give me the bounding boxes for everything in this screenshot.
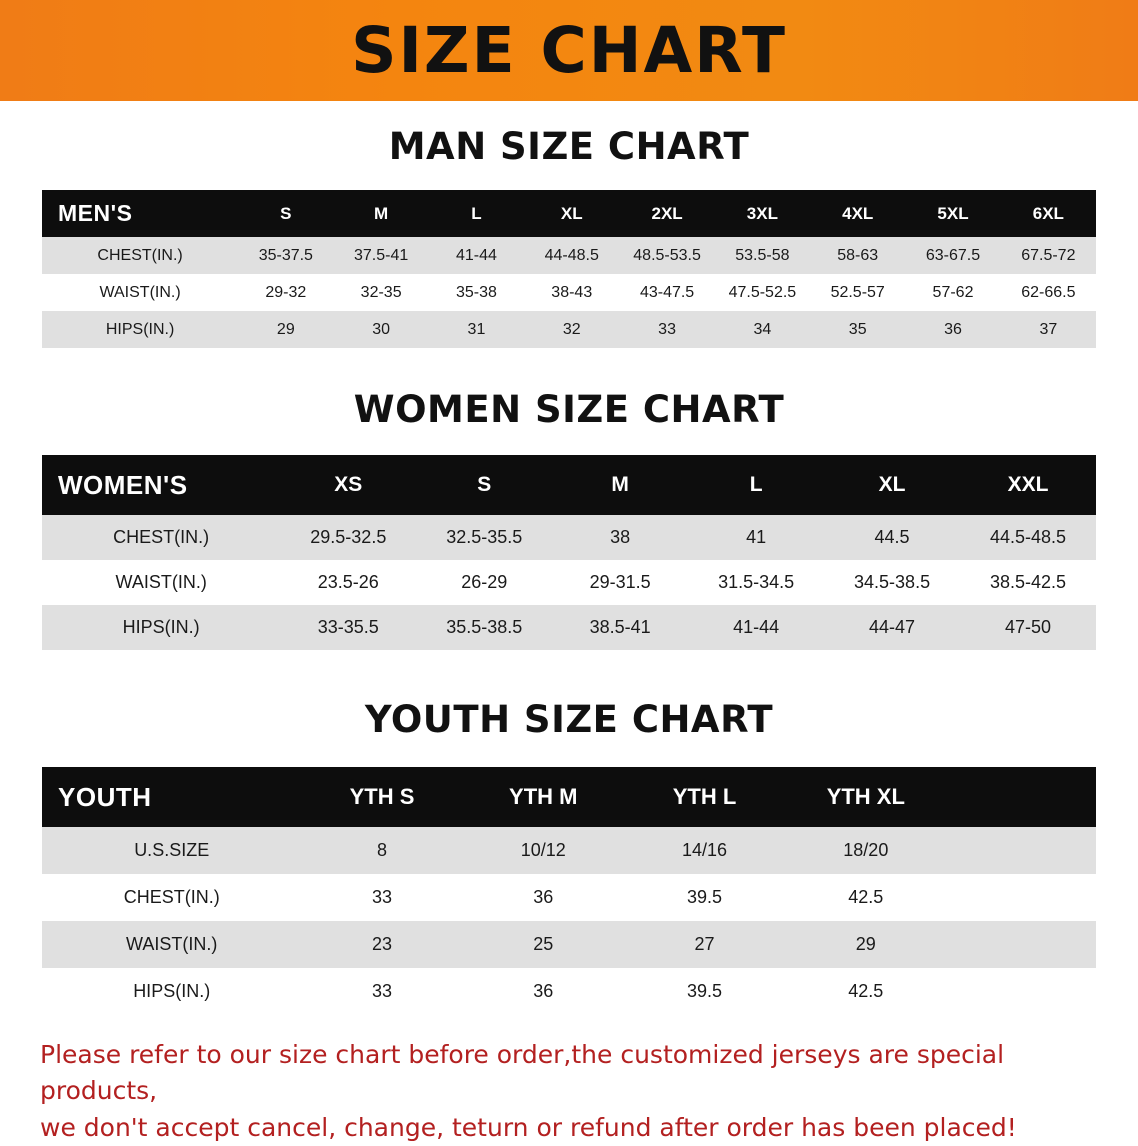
- women-cell-2-1: 35.5-38.5: [416, 605, 552, 650]
- man-cell-0-6: 58-63: [810, 237, 905, 274]
- women-cell-2-4: 44-47: [824, 605, 960, 650]
- women-header-size-3: L: [688, 455, 824, 515]
- women-row-label-1: WAIST(IN.): [42, 560, 280, 605]
- youth-size-table: [42, 767, 1096, 1015]
- man-cell-0-1: 37.5-41: [333, 237, 428, 274]
- man-header-size-1: M: [333, 190, 428, 237]
- women-cell-1-0: 23.5-26: [280, 560, 416, 605]
- women-cell-0-5: 44.5-48.5: [960, 515, 1096, 560]
- man-header-label: MEN'S: [42, 190, 238, 237]
- man-cell-2-6: 35: [810, 311, 905, 348]
- man-table-body: [42, 237, 1096, 348]
- man-header-size-8: 6XL: [1001, 190, 1096, 237]
- man-section-heading: MAN SIZE CHART: [388, 125, 750, 168]
- youth-header-size-0: YTH S: [301, 767, 462, 827]
- youth-cell-1-0: 33: [301, 874, 462, 921]
- youth-cell-3-1: 36: [463, 968, 624, 1015]
- youth-cell-0-2: 14/16: [624, 827, 785, 874]
- man-header-size-7: 5XL: [905, 190, 1000, 237]
- man-cell-2-0: 29: [238, 311, 333, 348]
- table-row: [42, 874, 1096, 921]
- man-cell-2-8: 37: [1001, 311, 1096, 348]
- women-cell-2-5: 47-50: [960, 605, 1096, 650]
- youth-size-table-wrapper: [42, 767, 1096, 1015]
- youth-table-body: [42, 827, 1096, 1015]
- man-header-size-3: XL: [524, 190, 619, 237]
- man-cell-0-0: 35-37.5: [238, 237, 333, 274]
- youth-cell-0-1: 10/12: [463, 827, 624, 874]
- youth-cell-0-0: 8: [301, 827, 462, 874]
- youth-header-size-2: YTH L: [624, 767, 785, 827]
- man-cell-0-4: 48.5-53.5: [619, 237, 714, 274]
- youth-header-size-1: YTH M: [463, 767, 624, 827]
- man-cell-0-5: 53.5-58: [715, 237, 810, 274]
- women-section-heading: WOMEN SIZE CHART: [353, 388, 785, 431]
- women-header-size-2: M: [552, 455, 688, 515]
- table-row: [42, 311, 1096, 348]
- women-cell-0-1: 32.5-35.5: [416, 515, 552, 560]
- man-cell-0-7: 63-67.5: [905, 237, 1000, 274]
- youth-cell-3-spacer: [946, 968, 1096, 1015]
- policy-note: [40, 1037, 1098, 1146]
- youth-header-spacer: [946, 767, 1096, 827]
- women-cell-0-3: 41: [688, 515, 824, 560]
- youth-table-header: [42, 767, 1096, 827]
- women-header-size-1: S: [416, 455, 552, 515]
- man-cell-2-3: 32: [524, 311, 619, 348]
- table-row: [42, 605, 1096, 650]
- youth-cell-2-spacer: [946, 921, 1096, 968]
- women-cell-1-5: 38.5-42.5: [960, 560, 1096, 605]
- women-cell-0-0: 29.5-32.5: [280, 515, 416, 560]
- man-size-table-wrapper: [42, 190, 1096, 348]
- man-cell-2-2: 31: [429, 311, 524, 348]
- women-cell-1-2: 29-31.5: [552, 560, 688, 605]
- man-cell-1-0: 29-32: [238, 274, 333, 311]
- women-cell-1-1: 26-29: [416, 560, 552, 605]
- man-cell-1-8: 62-66.5: [1001, 274, 1096, 311]
- man-size-table: [42, 190, 1096, 348]
- youth-cell-1-spacer: [946, 874, 1096, 921]
- youth-row-label-3: HIPS(IN.): [42, 968, 301, 1015]
- man-cell-1-3: 38-43: [524, 274, 619, 311]
- youth-row-label-0: U.S.SIZE: [42, 827, 301, 874]
- table-header-row: [42, 455, 1096, 515]
- youth-header-label: YOUTH: [42, 767, 301, 827]
- table-row: [42, 515, 1096, 560]
- youth-cell-1-2: 39.5: [624, 874, 785, 921]
- table-row: [42, 560, 1096, 605]
- youth-cell-3-0: 33: [301, 968, 462, 1015]
- man-cell-2-4: 33: [619, 311, 714, 348]
- man-cell-2-1: 30: [333, 311, 428, 348]
- women-header-size-4: XL: [824, 455, 960, 515]
- policy-note-line-2: we don't accept cancel, change, teturn or refund after order has been placed!: [40, 1112, 1017, 1142]
- women-cell-1-3: 31.5-34.5: [688, 560, 824, 605]
- youth-row-label-2: WAIST(IN.): [42, 921, 301, 968]
- youth-cell-0-spacer: [946, 827, 1096, 874]
- youth-cell-2-2: 27: [624, 921, 785, 968]
- youth-cell-0-3: 18/20: [785, 827, 946, 874]
- man-cell-2-7: 36: [905, 311, 1000, 348]
- women-header-size-0: XS: [280, 455, 416, 515]
- youth-cell-1-1: 36: [463, 874, 624, 921]
- policy-note-line-1: Please refer to our size chart before order,the customized jerseys are special products,: [40, 1040, 1005, 1106]
- women-header-size-5: XXL: [960, 455, 1096, 515]
- women-size-table-wrapper: [42, 455, 1096, 650]
- table-row: [42, 237, 1096, 274]
- man-header-size-6: 4XL: [810, 190, 905, 237]
- man-cell-0-3: 44-48.5: [524, 237, 619, 274]
- man-header-size-4: 2XL: [619, 190, 714, 237]
- youth-header-size-3: YTH XL: [785, 767, 946, 827]
- table-row: [42, 968, 1096, 1015]
- youth-cell-1-3: 42.5: [785, 874, 946, 921]
- man-row-label-2: HIPS(IN.): [42, 311, 238, 348]
- women-cell-2-3: 41-44: [688, 605, 824, 650]
- youth-cell-2-3: 29: [785, 921, 946, 968]
- women-header-label: WOMEN'S: [42, 455, 280, 515]
- man-cell-1-4: 43-47.5: [619, 274, 714, 311]
- women-table-body: [42, 515, 1096, 650]
- women-row-label-2: HIPS(IN.): [42, 605, 280, 650]
- size-chart-banner: [0, 0, 1138, 101]
- women-cell-1-4: 34.5-38.5: [824, 560, 960, 605]
- man-cell-0-2: 41-44: [429, 237, 524, 274]
- women-size-table: [42, 455, 1096, 650]
- women-cell-0-2: 38: [552, 515, 688, 560]
- table-row: [42, 921, 1096, 968]
- man-cell-1-5: 47.5-52.5: [715, 274, 810, 311]
- table-row: [42, 274, 1096, 311]
- youth-cell-3-2: 39.5: [624, 968, 785, 1015]
- man-cell-1-1: 32-35: [333, 274, 428, 311]
- man-cell-1-2: 35-38: [429, 274, 524, 311]
- women-row-label-0: CHEST(IN.): [42, 515, 280, 560]
- man-cell-0-8: 67.5-72: [1001, 237, 1096, 274]
- youth-cell-2-0: 23: [301, 921, 462, 968]
- man-table-header: [42, 190, 1096, 237]
- page-title: SIZE CHART: [351, 14, 787, 87]
- table-row: [42, 827, 1096, 874]
- women-cell-0-4: 44.5: [824, 515, 960, 560]
- table-header-row: [42, 190, 1096, 237]
- man-cell-2-5: 34: [715, 311, 810, 348]
- man-row-label-0: CHEST(IN.): [42, 237, 238, 274]
- women-table-header: [42, 455, 1096, 515]
- man-cell-1-6: 52.5-57: [810, 274, 905, 311]
- man-header-size-5: 3XL: [715, 190, 810, 237]
- youth-section-heading: YOUTH SIZE CHART: [364, 698, 774, 741]
- youth-row-label-1: CHEST(IN.): [42, 874, 301, 921]
- man-header-size-2: L: [429, 190, 524, 237]
- man-row-label-1: WAIST(IN.): [42, 274, 238, 311]
- youth-cell-2-1: 25: [463, 921, 624, 968]
- women-cell-2-0: 33-35.5: [280, 605, 416, 650]
- man-cell-1-7: 57-62: [905, 274, 1000, 311]
- women-cell-2-2: 38.5-41: [552, 605, 688, 650]
- man-header-size-0: S: [238, 190, 333, 237]
- youth-cell-3-3: 42.5: [785, 968, 946, 1015]
- table-header-row: [42, 767, 1096, 827]
